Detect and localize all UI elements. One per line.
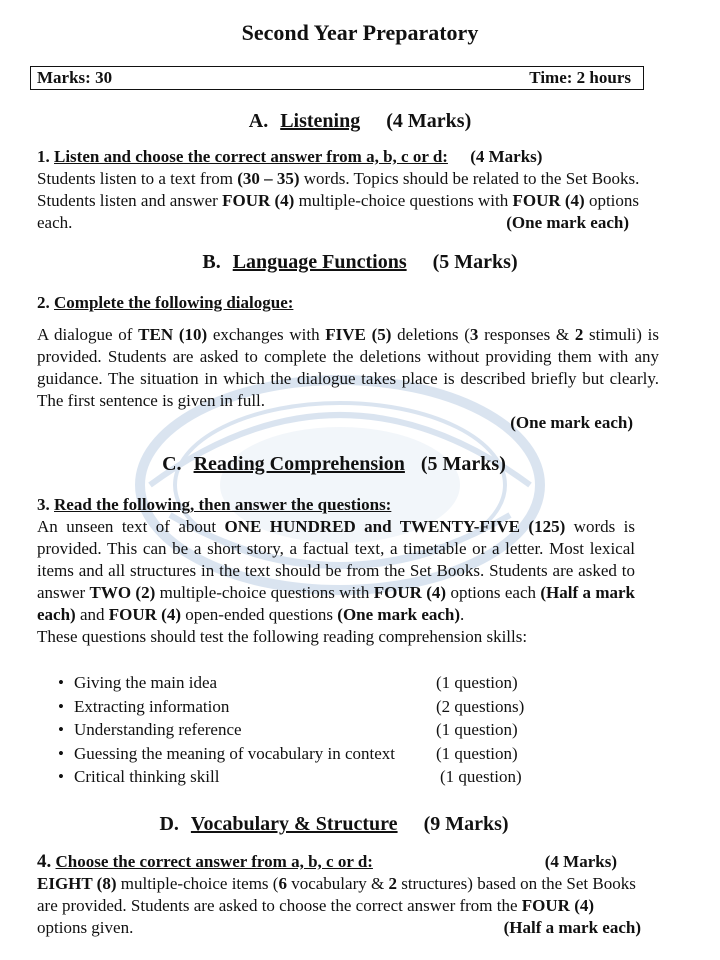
skills-list <box>58 671 618 789</box>
skill-count: (1 question) <box>436 743 518 763</box>
skill-count: (2 questions) <box>436 696 525 716</box>
mark-note: (Half a mark each) <box>503 918 641 937</box>
section-c-heading <box>0 453 694 476</box>
question-number: 2. <box>37 293 50 312</box>
section-d-heading <box>0 813 694 836</box>
skill-label: • Extracting information <box>58 695 436 719</box>
question-description: A dialogue of TEN (10) exchanges with FIVE (5) deletions (3 responses & 2 stimuli) is provided. Students are asked to complete the deletions without providing them with any guidance. The situation in which the dialogue takes place is described briefly but clearly. The first sentence is given in full. <box>37 325 659 410</box>
question-4 <box>37 851 659 939</box>
page-title: Second Year Preparatory <box>241 20 479 45</box>
question-description: An unseen text of about ONE HUNDRED and TWENTY-FIVE (125) words is provided. This can be a short story, a factual text, a timetable or a letter. Most lexical items and all structures in the text should be from the Set Books. Students are asked to answer TWO (2) multiple-choice questions with FOUR (4) options each (Half a mark each) and FOUR (4) open-ended questions (One mark each). <box>37 517 635 624</box>
section-name: Reading Comprehension <box>193 453 405 475</box>
question-3 <box>37 494 659 648</box>
section-letter: C. <box>162 453 182 475</box>
skills-intro: These questions should test the following reading comprehension skills: <box>37 627 528 646</box>
section-marks: (5 Marks) <box>432 251 518 273</box>
question-description: Students listen to a text from (30 – 35) words. Topics should be related to the Set Books. Students listen and answer FOUR (4) multiple-choice questions with FOUR (4) options each. (One mark each) <box>37 169 640 232</box>
skill-count: (1 question) <box>436 673 518 692</box>
question-instruction: Listen and choose the correct answer from a, b, c or d: <box>54 147 448 166</box>
question-number: 3. <box>37 495 50 514</box>
question-1 <box>37 146 659 234</box>
question-instruction: Read the following, then answer the questions: <box>54 495 392 514</box>
total-marks: Marks: 30 <box>37 68 113 87</box>
section-name: Language Functions <box>232 251 407 273</box>
question-instruction: Choose the correct answer from a, b, c or d: <box>55 852 373 871</box>
skill-count: (1 question) <box>436 720 518 739</box>
section-marks: (9 Marks) <box>423 813 509 835</box>
question-2 <box>37 292 659 434</box>
skill-label: • Understanding reference <box>58 718 436 742</box>
skill-label: • Giving the main idea <box>58 671 436 695</box>
section-letter: A. <box>248 110 269 132</box>
time-allowed: Time: 2 hours <box>529 68 631 87</box>
skill-count: (1 question) <box>440 767 522 786</box>
section-name: Vocabulary & Structure <box>190 813 398 835</box>
question-marks: (4 Marks) <box>544 852 617 871</box>
section-letter: D. <box>159 813 179 835</box>
list-item <box>58 671 618 695</box>
question-heading <box>37 292 659 314</box>
skill-label: • Critical thinking skill <box>58 765 436 789</box>
section-marks: (5 Marks) <box>420 453 506 475</box>
section-marks: (4 Marks) <box>386 110 472 132</box>
question-instruction: Complete the following dialogue: <box>54 293 294 312</box>
section-b-heading <box>0 251 720 274</box>
list-item <box>58 718 618 742</box>
skill-label: • Guessing the meaning of vocabulary in context <box>58 742 436 766</box>
section-a-heading <box>0 110 720 133</box>
question-marks: (4 Marks) <box>470 147 543 166</box>
marks-time-box <box>30 66 644 90</box>
question-description: EIGHT (8) multiple-choice items (6 vocabulary & 2 structures) based on the Set Books are provided. Students are asked to choose the correct answer from the FOUR (4) options given. (Half a mark each) <box>37 874 641 937</box>
question-heading <box>37 851 659 873</box>
mark-note: (One mark each) <box>506 213 629 232</box>
section-letter: B. <box>202 251 221 273</box>
section-name: Listening <box>280 110 361 132</box>
list-item <box>58 695 618 719</box>
question-number: 4. <box>37 851 52 872</box>
list-item <box>58 742 618 766</box>
question-number: 1. <box>37 147 50 166</box>
question-heading <box>37 494 659 516</box>
question-heading <box>37 146 659 168</box>
mark-note: (One mark each) <box>510 413 633 432</box>
list-item <box>58 765 618 789</box>
